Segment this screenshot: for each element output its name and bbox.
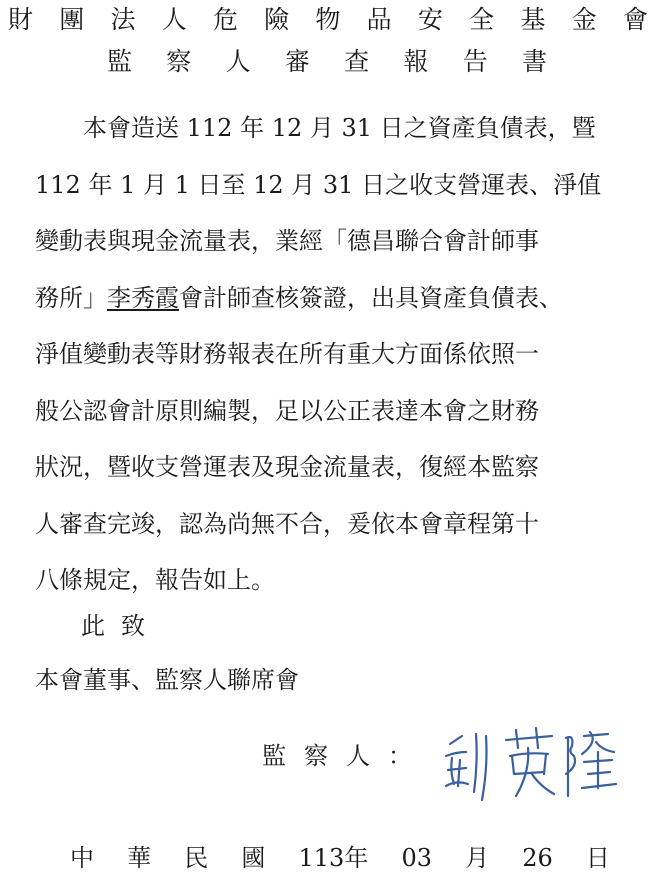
date-month-unit: 月 [465,844,490,872]
title-line1-char: 物 [315,5,341,34]
date-day: 26 [522,844,553,872]
signer-label: 監察人： [262,742,430,770]
title-line2-char: 書 [521,47,547,76]
title-line2-char: 審 [284,47,310,76]
title-line2-char: 察 [166,47,192,76]
document-title-line1 [8,4,648,36]
body-line-8: 人審查完竣，認為尚無不合，爰依本會章程第十 [35,509,539,538]
body-line-7: 狀況，暨收支營運表及現金流量表，復經本監察 [35,453,539,481]
date-era-1: 中 [70,844,94,872]
date-year: 113年 [298,844,369,872]
report-body [35,100,653,609]
title-line1-char: 人 [161,5,187,34]
accountant-name: 李秀霞 [107,283,179,312]
document-date [70,840,610,876]
title-line2-char: 人 [225,47,251,76]
date-era-4: 國 [241,844,266,872]
title-line1-char: 全 [469,5,495,34]
body-line-1: 本會造送 112 年 12 月 31 日之資產負債表，暨 [83,114,596,142]
title-line1-char: 團 [59,5,85,34]
title-line2-char: 監 [107,47,133,76]
addressee: 本會董事、監察人聯席會 [35,666,299,694]
body-line-5: 淨值變動表等財務報表在所有重大方面係依照一 [35,340,539,368]
body-line-4-end: 會計師查核簽證，出具資產負債表、 [179,283,563,312]
body-line-4-start: 務所」 [35,283,107,312]
title-line2-char: 告 [462,47,488,76]
date-day-unit: 日 [585,844,610,872]
body-line-4 [35,270,653,327]
body-line-2: 112 年 1 月 1 日至 12 月 31 日之收支營運表、淨值 [35,170,602,199]
title-line1-char: 品 [366,5,392,34]
title-line1-char: 危 [212,5,238,34]
document-title-line2 [107,46,547,78]
title-line1-char: 財 [8,5,34,34]
title-line2-char: 報 [403,47,429,76]
body-line-3: 變動表與現金流量表，業經「德昌聯合會計師事 [35,227,539,255]
title-line1-char: 基 [520,5,546,34]
salutation: 此致 [81,612,161,640]
title-line1-char: 法 [110,5,136,34]
handwritten-signature [432,722,622,808]
title-line1-char: 險 [264,5,290,34]
date-era-2: 華 [127,844,152,872]
date-month: 03 [401,844,432,872]
date-era-3: 民 [184,844,209,872]
body-line-6: 般公認會計原則編製，足以公正表達本會之財務 [35,396,539,425]
body-line-9: 八條規定，報告如上。 [35,566,275,594]
title-line1-char: 會 [622,5,648,34]
title-line1-char: 金 [571,5,597,34]
title-line2-char: 查 [344,47,370,76]
title-line1-char: 安 [417,5,443,34]
